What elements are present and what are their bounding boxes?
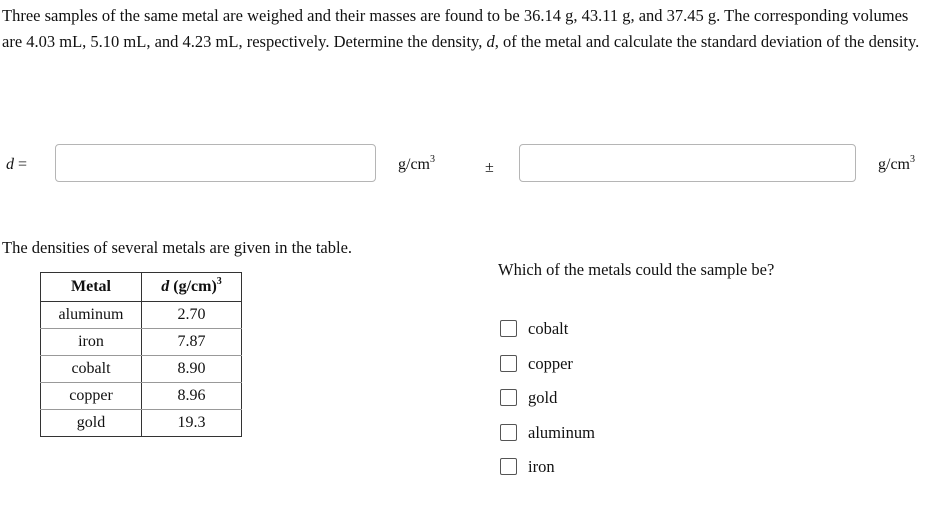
- option-label[interactable]: copper: [528, 354, 573, 373]
- option-label[interactable]: gold: [528, 388, 558, 407]
- option-gold[interactable]: [500, 387, 700, 409]
- question-text-start: Three samples of the same metal are weighed and their masses are found to be 36.14 g, 43.11 g, and 37.45 g. The corresponding volumes are 4.03 mL, 5.10 mL, and 4.23 mL, respectively. Determine the density,: [2, 6, 909, 51]
- standard-deviation-input[interactable]: [519, 144, 856, 182]
- metal-cell: gold: [41, 410, 142, 437]
- table-row: [41, 383, 242, 410]
- option-copper[interactable]: [500, 353, 700, 375]
- metal-cell: iron: [41, 329, 142, 356]
- option-iron[interactable]: [500, 456, 700, 478]
- table-row: [41, 356, 242, 383]
- option-cobalt[interactable]: [500, 318, 700, 340]
- question-text-end: , of the metal and calculate the standard deviation of the density.: [494, 32, 920, 51]
- checkbox-copper[interactable]: [500, 355, 517, 372]
- table-caption: The densities of several metals are given in the table.: [2, 238, 353, 257]
- option-aluminum[interactable]: [500, 422, 700, 444]
- checkbox-aluminum[interactable]: [500, 424, 517, 441]
- table-row: [41, 410, 242, 437]
- metal-cell: copper: [41, 383, 142, 410]
- density-cell: 7.87: [142, 329, 242, 356]
- metal-density-table: [40, 272, 242, 437]
- checkbox-iron[interactable]: [500, 458, 517, 475]
- metal-cell: cobalt: [41, 356, 142, 383]
- checkbox-cobalt[interactable]: [500, 320, 517, 337]
- question-density-variable: d: [486, 32, 495, 51]
- density-label: d =: [6, 156, 28, 173]
- density-cell: 2.70: [142, 302, 242, 329]
- option-label[interactable]: aluminum: [528, 423, 595, 442]
- header-metal: Metal: [41, 273, 142, 302]
- plus-minus-sign: ±: [485, 159, 494, 176]
- table-header-row: [41, 273, 242, 302]
- table-row: [41, 302, 242, 329]
- metal-cell: aluminum: [41, 302, 142, 329]
- header-density: d $(g/cm)^3$: [142, 273, 242, 302]
- density-cell: 8.96: [142, 383, 242, 410]
- option-label[interactable]: cobalt: [528, 319, 569, 338]
- table-row: [41, 329, 242, 356]
- checkbox-gold[interactable]: [500, 389, 517, 406]
- option-label[interactable]: iron: [528, 457, 555, 476]
- density-unit: $g/cm^3$: [398, 154, 435, 173]
- answer-row: [0, 142, 927, 186]
- metal-question-prompt: Which of the metals could the sample be?: [498, 260, 775, 279]
- density-cell: 19.3: [142, 410, 242, 437]
- density-input[interactable]: [55, 144, 376, 182]
- standard-deviation-unit: $g/cm^3$: [878, 154, 915, 173]
- density-cell: 8.90: [142, 356, 242, 383]
- question-text: [2, 3, 927, 55]
